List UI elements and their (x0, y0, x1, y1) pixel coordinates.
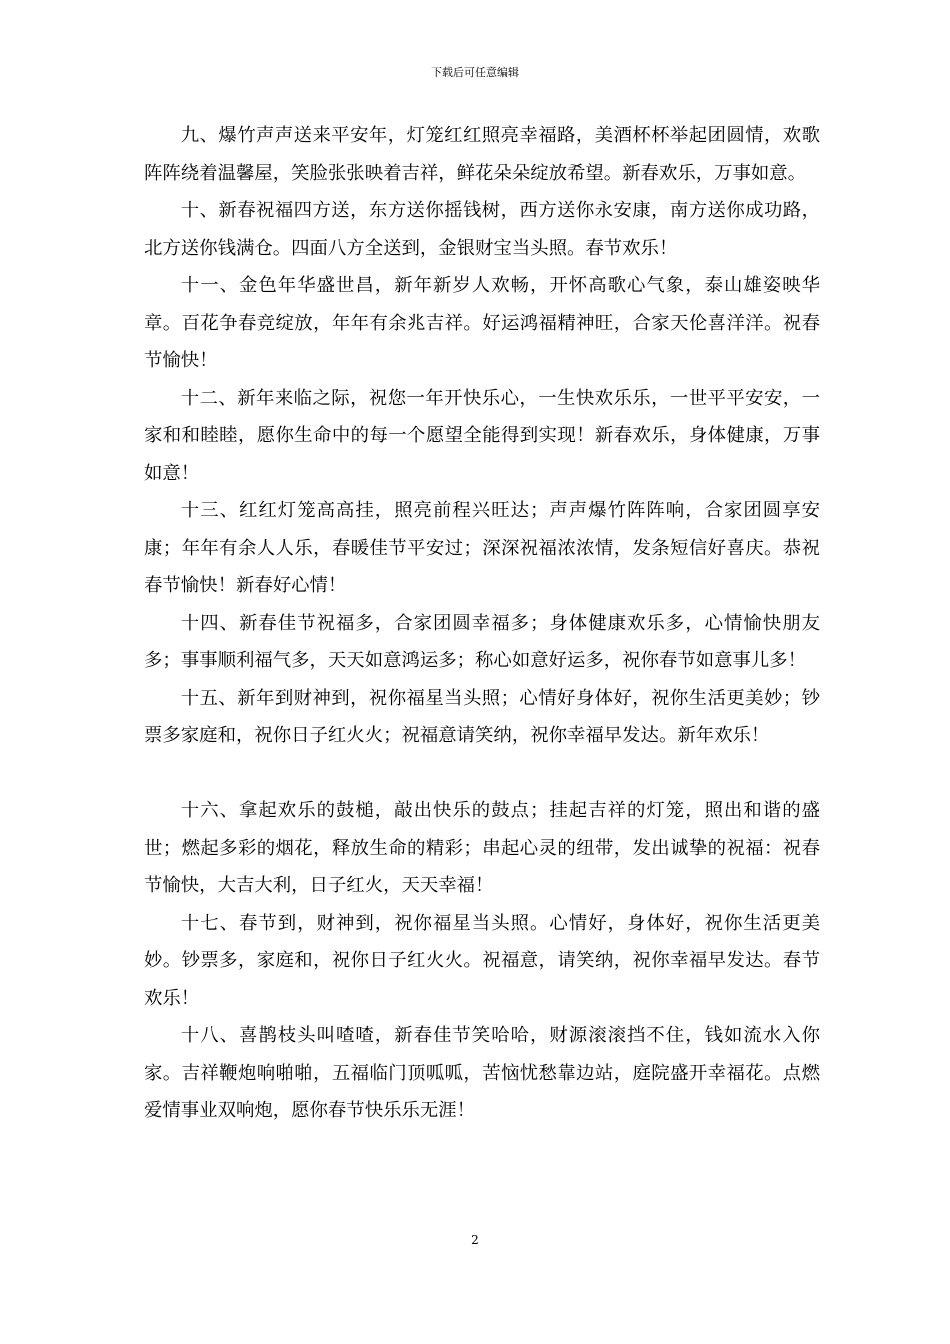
paragraph-11: 十一、金色年华盛世昌，新年新岁人欢畅，开怀高歌心气象，泰山雄姿映华章。百花争春竞绽放，年年有余兆吉祥。好运鸿福精神旺，合家天伦喜洋洋。祝春节愉快！ (144, 275, 820, 371)
document-body (144, 117, 820, 1130)
paragraph-16: 十六、拿起欢乐的鼓槌，敲出快乐的鼓点；挂起吉祥的灯笼，照出和谐的盛世；燃起多彩的烟花，释放生命的精彩；串起心灵的纽带，发出诚挚的祝福：祝春节愉快，大吉大利，日子红火，天天幸福！ (144, 800, 820, 896)
page-header: 下载后可任意编辑 (431, 66, 519, 79)
paragraph-14: 十四、新春佳节祝福多，合家团圆幸福多；身体健康欢乐多，心情愉快朋友多；事事顺利福气多，天天如意鸿运多；称心如意好运多，祝你春节如意事儿多！ (144, 612, 820, 671)
paragraph-12: 十二、新年来临之际，祝您一年开快乐心，一生快欢乐乐，一世平平安安，一家和和睦睦，愿你生命中的每一个愿望全能得到实现！新春欢乐，身体健康，万事如意！ (144, 387, 820, 484)
page-number: 2 (471, 1233, 479, 1247)
paragraph-9: 九、爆竹声声送来平安年，灯笼红红照亮幸福路，美酒杯杯举起团圆情，欢歌阵阵绕着温馨屋，笑脸张张映着吉祥，鲜花朵朵绽放希望。新春欢乐，万事如意。 (144, 125, 820, 184)
paragraph-17: 十七、春节到，财神到，祝你福星当头照。心情好，身体好，祝你生活更美妙。钞票多，家庭和，祝你日子红火火。祝福意，请笑纳，祝你幸福早发达。春节欢乐！ (144, 912, 820, 1009)
paragraph-18: 十八、喜鹊枝头叫喳喳，新春佳节笑哈哈，财源滚滚挡不住，钱如流水入你家。吉祥鞭炮响啪啪，五福临门顶呱呱，苦恼忧愁靠边站，庭院盛开幸福花。点燃爱情事业双响炮，愿你春节快乐乐无涯！ (144, 1025, 820, 1121)
paragraph-10: 十、新春祝福四方送，东方送你摇钱树，西方送你永安康，南方送你成功路，北方送你钱满仓。四面八方全送到，金银财宝当头照。春节欢乐！ (144, 200, 820, 259)
paragraph-15: 十五、新年到财神到，祝你福星当头照；心情好身体好，祝你生活更美妙；钞票多家庭和，祝你日子红火火；祝福意请笑纳，祝你幸福早发达。新年欢乐！ (144, 687, 820, 746)
paragraph-13: 十三、红红灯笼高高挂，照亮前程兴旺达；声声爆竹阵阵响，合家团圆享安康；年年有余人人乐，春暖佳节平安过；深深祝福浓浓情，发条短信好喜庆。恭祝春节愉快！新春好心情！ (144, 500, 820, 596)
blank-line (144, 755, 820, 793)
